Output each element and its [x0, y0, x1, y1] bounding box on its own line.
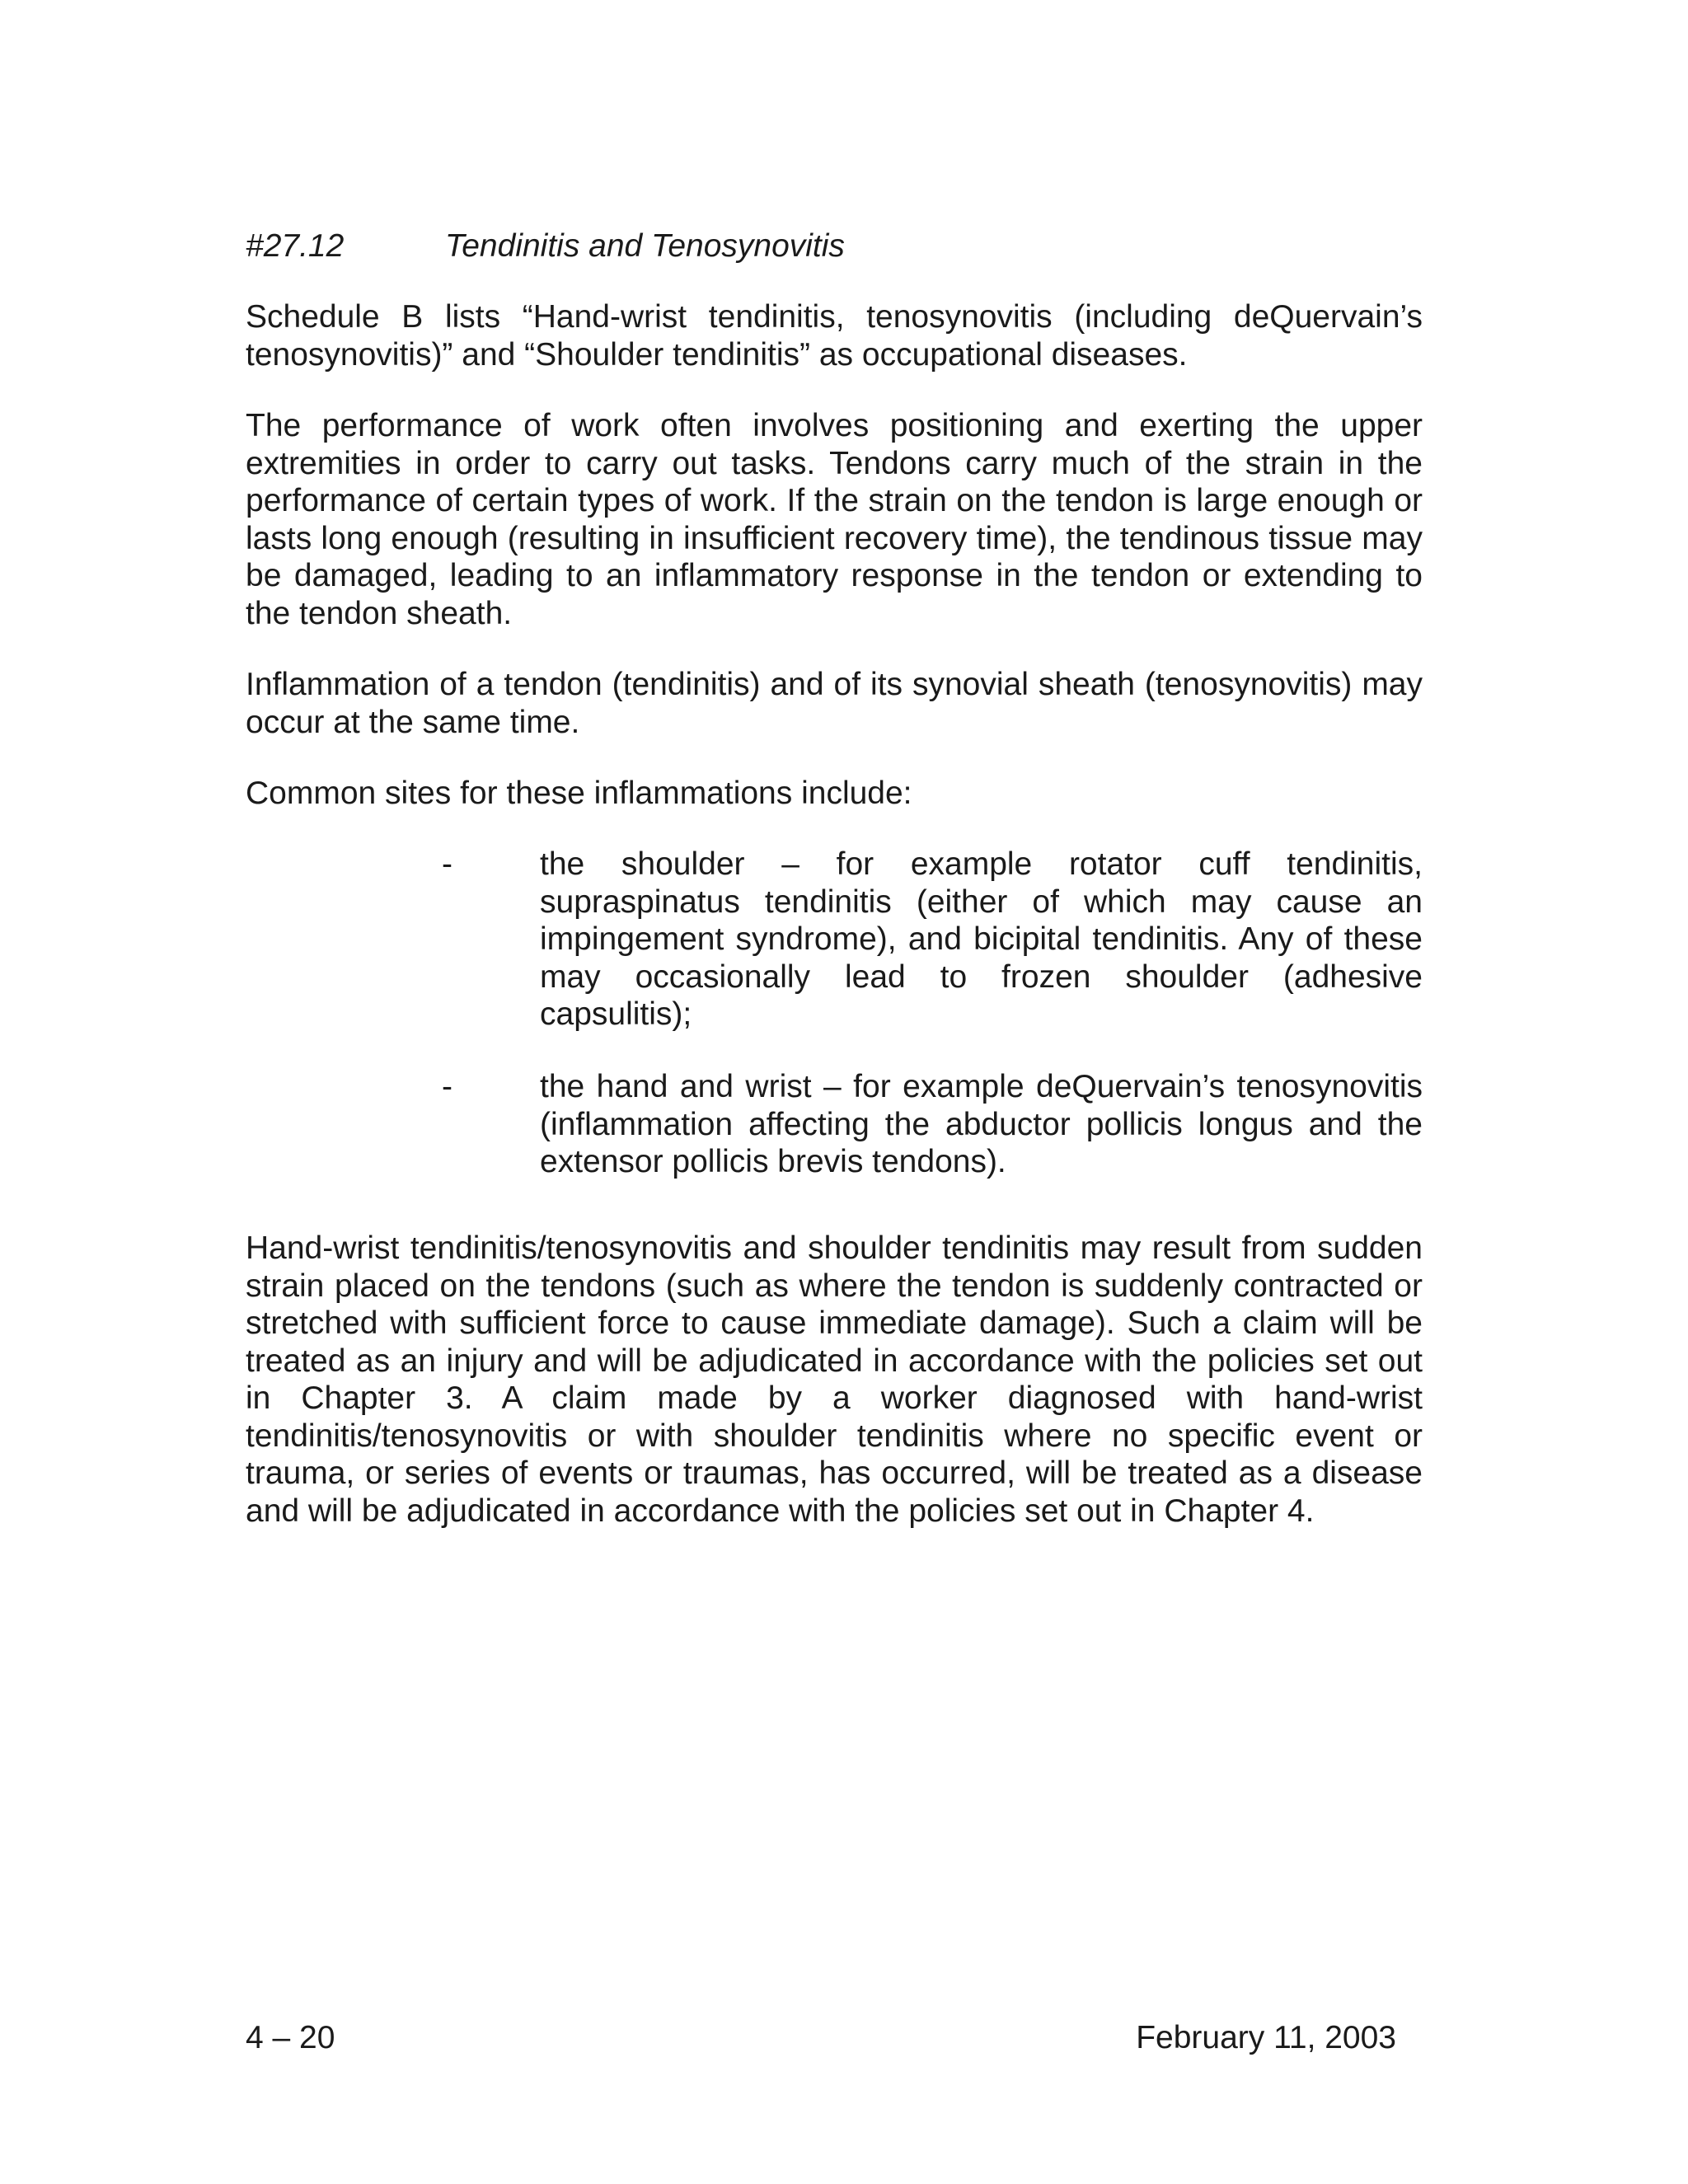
section-heading: [246, 227, 845, 265]
section-number: #27.12: [246, 228, 345, 264]
bullet-text-shoulder: the shoulder – for example rotator cuff tendinitis, supraspinatus tendinitis (either of which may cause an impingement syndrome), and bicipital tendinitis. Any of these may occasionally lead to frozen shoulder (adhesive capsulitis);: [540, 846, 1423, 1032]
paragraph-performance-of-work: The performance of work often involves positioning and exerting the upper extremities in order to carry out tasks. Tendons carry much of the strain in the performance of certain types of work. If the strain on the tendon is large enough or lasts long enough (resulting in insufficient recovery time), the tendinous tissue may be damaged, leading to an inflammatory response in the tendon or extending to the tendon sheath.: [246, 408, 1423, 631]
footer-page-number: 4 – 20: [246, 2020, 335, 2055]
paragraph-common-sites: Common sites for these inflammations include:: [246, 776, 912, 811]
section-title: Tendinitis and Tenosynovitis: [445, 228, 845, 264]
paragraph-injury-vs-disease: Hand-wrist tendinitis/tenosynovitis and shoulder tendinitis may result from sudden strain placed on the tendons (such as where the tendon is suddenly contracted or stretched with sufficient force to cause immediate damage). Such a claim will be treated as an injury and will be adjudicated in accordance with the policies set out in Chapter 3. A claim made by a worker diagnosed with hand-wrist tendinitis/tenosynovitis or with shoulder tendinitis where no specific event or trauma, or series of events or traumas, has occurred, will be treated as a disease and will be adjudicated in accordance with the policies set out in Chapter 4.: [246, 1230, 1423, 1529]
footer-date: February 11, 2003: [1136, 2020, 1396, 2055]
bullet-marker: -: [442, 846, 452, 882]
bullet-marker: -: [442, 1069, 452, 1104]
bullet-text-hand-wrist: the hand and wrist – for example deQuervain’s tenosynovitis (inflammation affecting the abductor pollicis longus and the extensor pollicis brevis tendons).: [540, 1069, 1423, 1179]
paragraph-schedule-b: Schedule B lists “Hand-wrist tendinitis, tenosynovitis (including deQuervain’s tenosynovitis)” and “Shoulder tendinitis” as occupational diseases.: [246, 299, 1423, 373]
paragraph-inflammation: Inflammation of a tendon (tendinitis) and of its synovial sheath (tenosynovitis) may occur at the same time.: [246, 667, 1423, 740]
